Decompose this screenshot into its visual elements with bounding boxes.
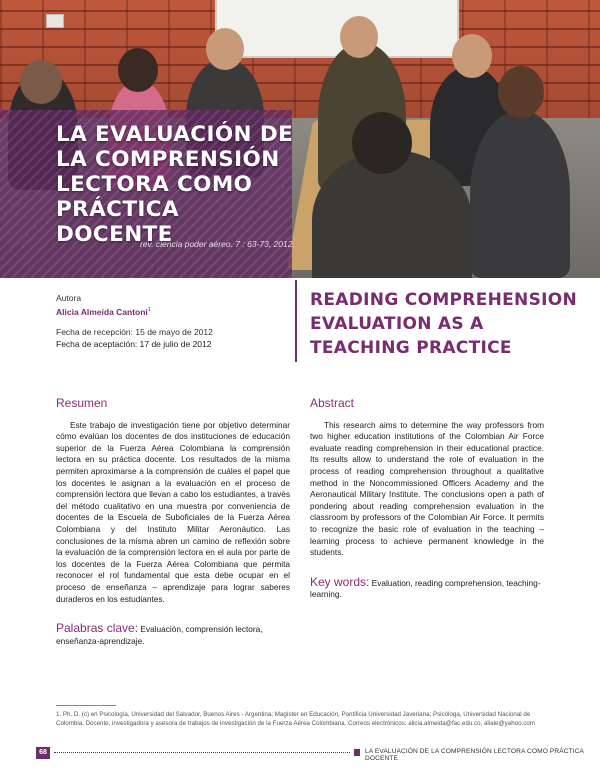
footer-dotted-rule <box>54 752 350 753</box>
keywords-text: Evaluación, comprensión lectora, enseñanza-aprendizaje. <box>56 624 263 646</box>
page-number: 68 <box>36 747 50 759</box>
person-head <box>498 66 544 118</box>
title-line: EVALUATION AS A <box>310 314 484 334</box>
key-words <box>310 574 544 601</box>
author-name: Alicia Almeida Cantoni <box>56 306 148 317</box>
title-line: LA COMPRENSIÓN <box>56 147 280 172</box>
footer-marker-icon <box>354 749 360 756</box>
resumen-heading: Resumen <box>56 396 108 410</box>
title-line: READING COMPREHENSION <box>310 290 578 310</box>
received-date: Fecha de recepción: 15 de mayo de 2012 <box>56 326 213 337</box>
journal-citation: rev. ciencia poder aéreo. 7 : 63-73, 2012. <box>140 239 295 249</box>
person-head <box>352 112 412 174</box>
person-head <box>340 16 378 58</box>
keywords-heading: Key words: <box>310 574 370 589</box>
title-line: TEACHING PRACTICE <box>310 338 512 358</box>
person-head <box>452 34 492 78</box>
person-head <box>206 28 244 70</box>
person-figure <box>470 110 570 278</box>
author-label: Autora <box>56 293 82 303</box>
palabras-clave <box>56 623 290 647</box>
person-head <box>20 60 62 104</box>
page-footer <box>36 747 600 762</box>
footnote: 1. Ph. D. (c) en Psicología, Universidad del Salvador, Buenos Aires - Argentina; Magíster en Educación, Pontificia Universidad Javeriana; Psicóloga, Universidad Nacional de Colombia. Docente, investigadora y asesora de trabajos de investigación de la Fuerza Aérea Colombiana. Correos electrónicos: alicia.almeida@fac.edu.co, aliale@yahoo.com <box>56 711 535 727</box>
abstract-body: This research aims to determine the way professors from two higher education institutions of the Colombian Air Force evaluate reading comprehension in their educational practice. Its results allow to understand the role of evaluation in the process of reading comprehension throughout a qualitative method in the Noncommissioned Officers Academy and the Aeronautical Military Institute. The conclusions open a path of pondering about reading comprehension evaluation in the classroom by professors of the Colombian Air Force. It permits to recognize the basic role of evaluation in the teaching – learning process to achieve permanent knowledge in the students. <box>310 419 544 558</box>
resumen-body: Este trabajo de investigación tiene por objetivo determinar cómo evalúan los docentes de dos instituciones de educación superior de la Fuerza Aérea Colombiana la comprensión lectora en su práctica docente. Los resultados de la misma permiten aproximarse a la comprensión de cuáles el papel que los docentes le asignan a la evaluación en el proceso de comprensión lectora que llevan a cabo los estudiantes, a través del método cualitativo en una muestra por conveniencia de docentes de la Escuela de Suboficiales de la Fuerza Aérea Colombiana y del Instituto Militar Aeronáutico. Las conclusiones de la misma abren un camino de reflexión sobre la evaluación de la comprensión lectora en el aula por parte de los docentes de la Fuerza Aérea Colombiana que permita reconocer el rol fundamental que esta debe ocupar en el proceso de enseñanza – aprendizaje para lograr saberes duraderos en los estudiantes. <box>56 419 290 604</box>
keywords-heading: Palabras clave: <box>56 621 139 636</box>
wall-socket <box>46 14 64 28</box>
running-title: LA EVALUACIÓN DE LA COMPRENSIÓN LECTORA COMO PRÁCTICA DOCENTE <box>365 748 584 762</box>
hero-photo <box>0 0 600 278</box>
title-line: PRÁCTICA DOCENTE <box>56 197 180 247</box>
title-line: LECTORA COMO <box>56 172 253 197</box>
abstract-section <box>310 398 544 601</box>
resumen-section <box>56 398 290 647</box>
author <box>56 304 213 318</box>
article-title-en <box>310 288 580 360</box>
author-footnote-ref: 1 <box>147 307 151 313</box>
whiteboard <box>215 0 459 58</box>
article-title-es <box>56 122 296 247</box>
accepted-date: Fecha de aceptación: 17 de julio de 2012 <box>56 338 212 349</box>
title-line: LA EVALUACIÓN DE <box>56 122 294 147</box>
abstract-heading: Abstract <box>310 396 355 410</box>
keywords-text: Evaluation, reading comprehension, teaching-learning. <box>310 577 541 600</box>
footnote-rule <box>56 705 116 706</box>
person-head <box>118 48 158 92</box>
article-meta <box>56 292 213 350</box>
title-divider <box>295 280 297 362</box>
